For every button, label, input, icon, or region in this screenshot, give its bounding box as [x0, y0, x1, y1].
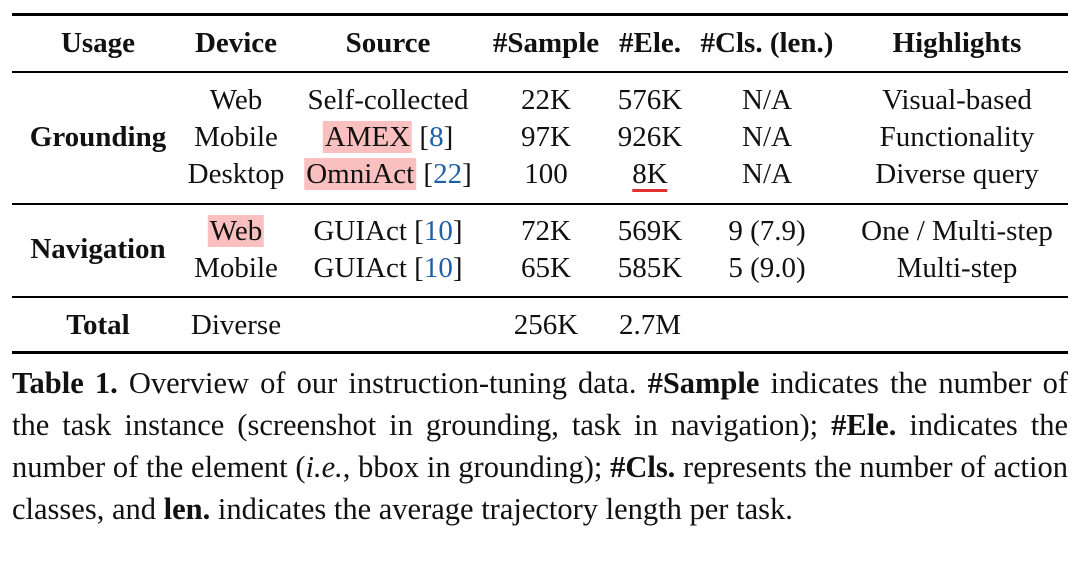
cell-highlights: Diverse query	[875, 158, 1039, 190]
citation-link[interactable]: 10	[423, 252, 453, 284]
cell-ele: 2.7M	[618, 309, 682, 341]
source-name-highlight: AMEX	[324, 121, 411, 153]
cell-source: AMEX [8]	[324, 121, 454, 153]
cell-device: Desktop	[187, 158, 285, 190]
cell-source: Self-collected	[307, 84, 469, 116]
citation-link[interactable]: 8	[429, 121, 444, 153]
header-cls: #Cls. (len.)	[700, 27, 834, 59]
header-usage: Usage	[60, 27, 136, 59]
usage-grounding: Grounding	[29, 121, 167, 153]
cell-cls: N/A	[742, 121, 792, 153]
cell-device: Web	[209, 84, 263, 116]
header-device: Device	[194, 27, 278, 59]
cell-highlights: Visual-based	[882, 84, 1032, 116]
cell-sample: 256K	[513, 309, 579, 341]
header-ele: #Ele.	[618, 27, 682, 59]
ele-underlined-value: 8K	[632, 158, 668, 190]
caption-text: Overview of our instruction-tuning data.	[117, 366, 648, 400]
caption-term-sample: #Sample	[647, 366, 760, 400]
cell-cls: 5 (9.0)	[728, 252, 806, 284]
caption-term-ele: #Ele.	[831, 408, 897, 442]
cell-device: Mobile	[194, 121, 278, 153]
cell-sample: 22K	[521, 84, 571, 116]
cell-cls: 9 (7.9)	[728, 215, 806, 247]
cell-ele: 569K	[617, 215, 683, 247]
cell-highlights: One / Multi-step	[861, 215, 1053, 247]
usage-navigation: Navigation	[30, 233, 166, 265]
header-sample: #Sample	[492, 27, 600, 59]
source-name: GUIAct	[313, 215, 407, 247]
cell-ele: 585K	[617, 252, 683, 284]
bottom-rule	[12, 351, 1068, 354]
table-caption	[12, 362, 1068, 530]
cell-cls: N/A	[742, 158, 792, 190]
cell-sample: 97K	[521, 121, 571, 153]
caption-text: , bbox in grounding);	[342, 450, 611, 484]
cell-sample: 100	[524, 158, 568, 190]
header-rule	[12, 71, 1068, 73]
usage-total: Total	[66, 309, 130, 341]
cell-source: GUIAct [10]	[313, 252, 463, 284]
caption-ie: i.e.	[305, 450, 343, 484]
caption-term-len: len.	[163, 492, 211, 526]
grounding-rule	[12, 203, 1068, 205]
cell-device	[208, 214, 264, 248]
cell-cls: N/A	[742, 84, 792, 116]
header-source: Source	[345, 27, 431, 59]
cell-sample: 65K	[521, 252, 571, 284]
cell-ele: 576K	[617, 84, 683, 116]
source-name: GUIAct	[313, 252, 407, 284]
caption-term-cls: #Cls.	[610, 450, 676, 484]
caption-label: Table 1.	[12, 366, 118, 400]
cell-source: OmniAct [22]	[306, 158, 472, 190]
cell-highlights: Functionality	[879, 121, 1035, 153]
caption-text: indicates the number of the element (	[12, 408, 1068, 484]
cell-device: Diverse	[190, 309, 282, 341]
device-highlight: Web	[209, 215, 263, 247]
cell-device: Mobile	[194, 252, 278, 284]
cell-ele	[632, 157, 667, 191]
cell-source: GUIAct [10]	[313, 215, 463, 247]
source-name-highlight: OmniAct	[306, 158, 415, 190]
citation-link[interactable]: 10	[423, 215, 453, 247]
cell-highlights: Multi-step	[896, 252, 1018, 284]
navigation-rule	[12, 296, 1068, 298]
caption-text: indicates the number of the task instance (screenshot in grounding, task in navigation);	[12, 366, 1068, 442]
citation-link[interactable]: 22	[433, 158, 463, 190]
cell-ele: 926K	[617, 121, 683, 153]
top-rule	[12, 13, 1068, 16]
cell-sample: 72K	[521, 215, 571, 247]
caption-text: indicates the average trajectory length per task.	[210, 492, 793, 526]
header-highlights: Highlights	[892, 27, 1022, 59]
caption-text: represents the number of action classes, and	[12, 450, 1068, 526]
